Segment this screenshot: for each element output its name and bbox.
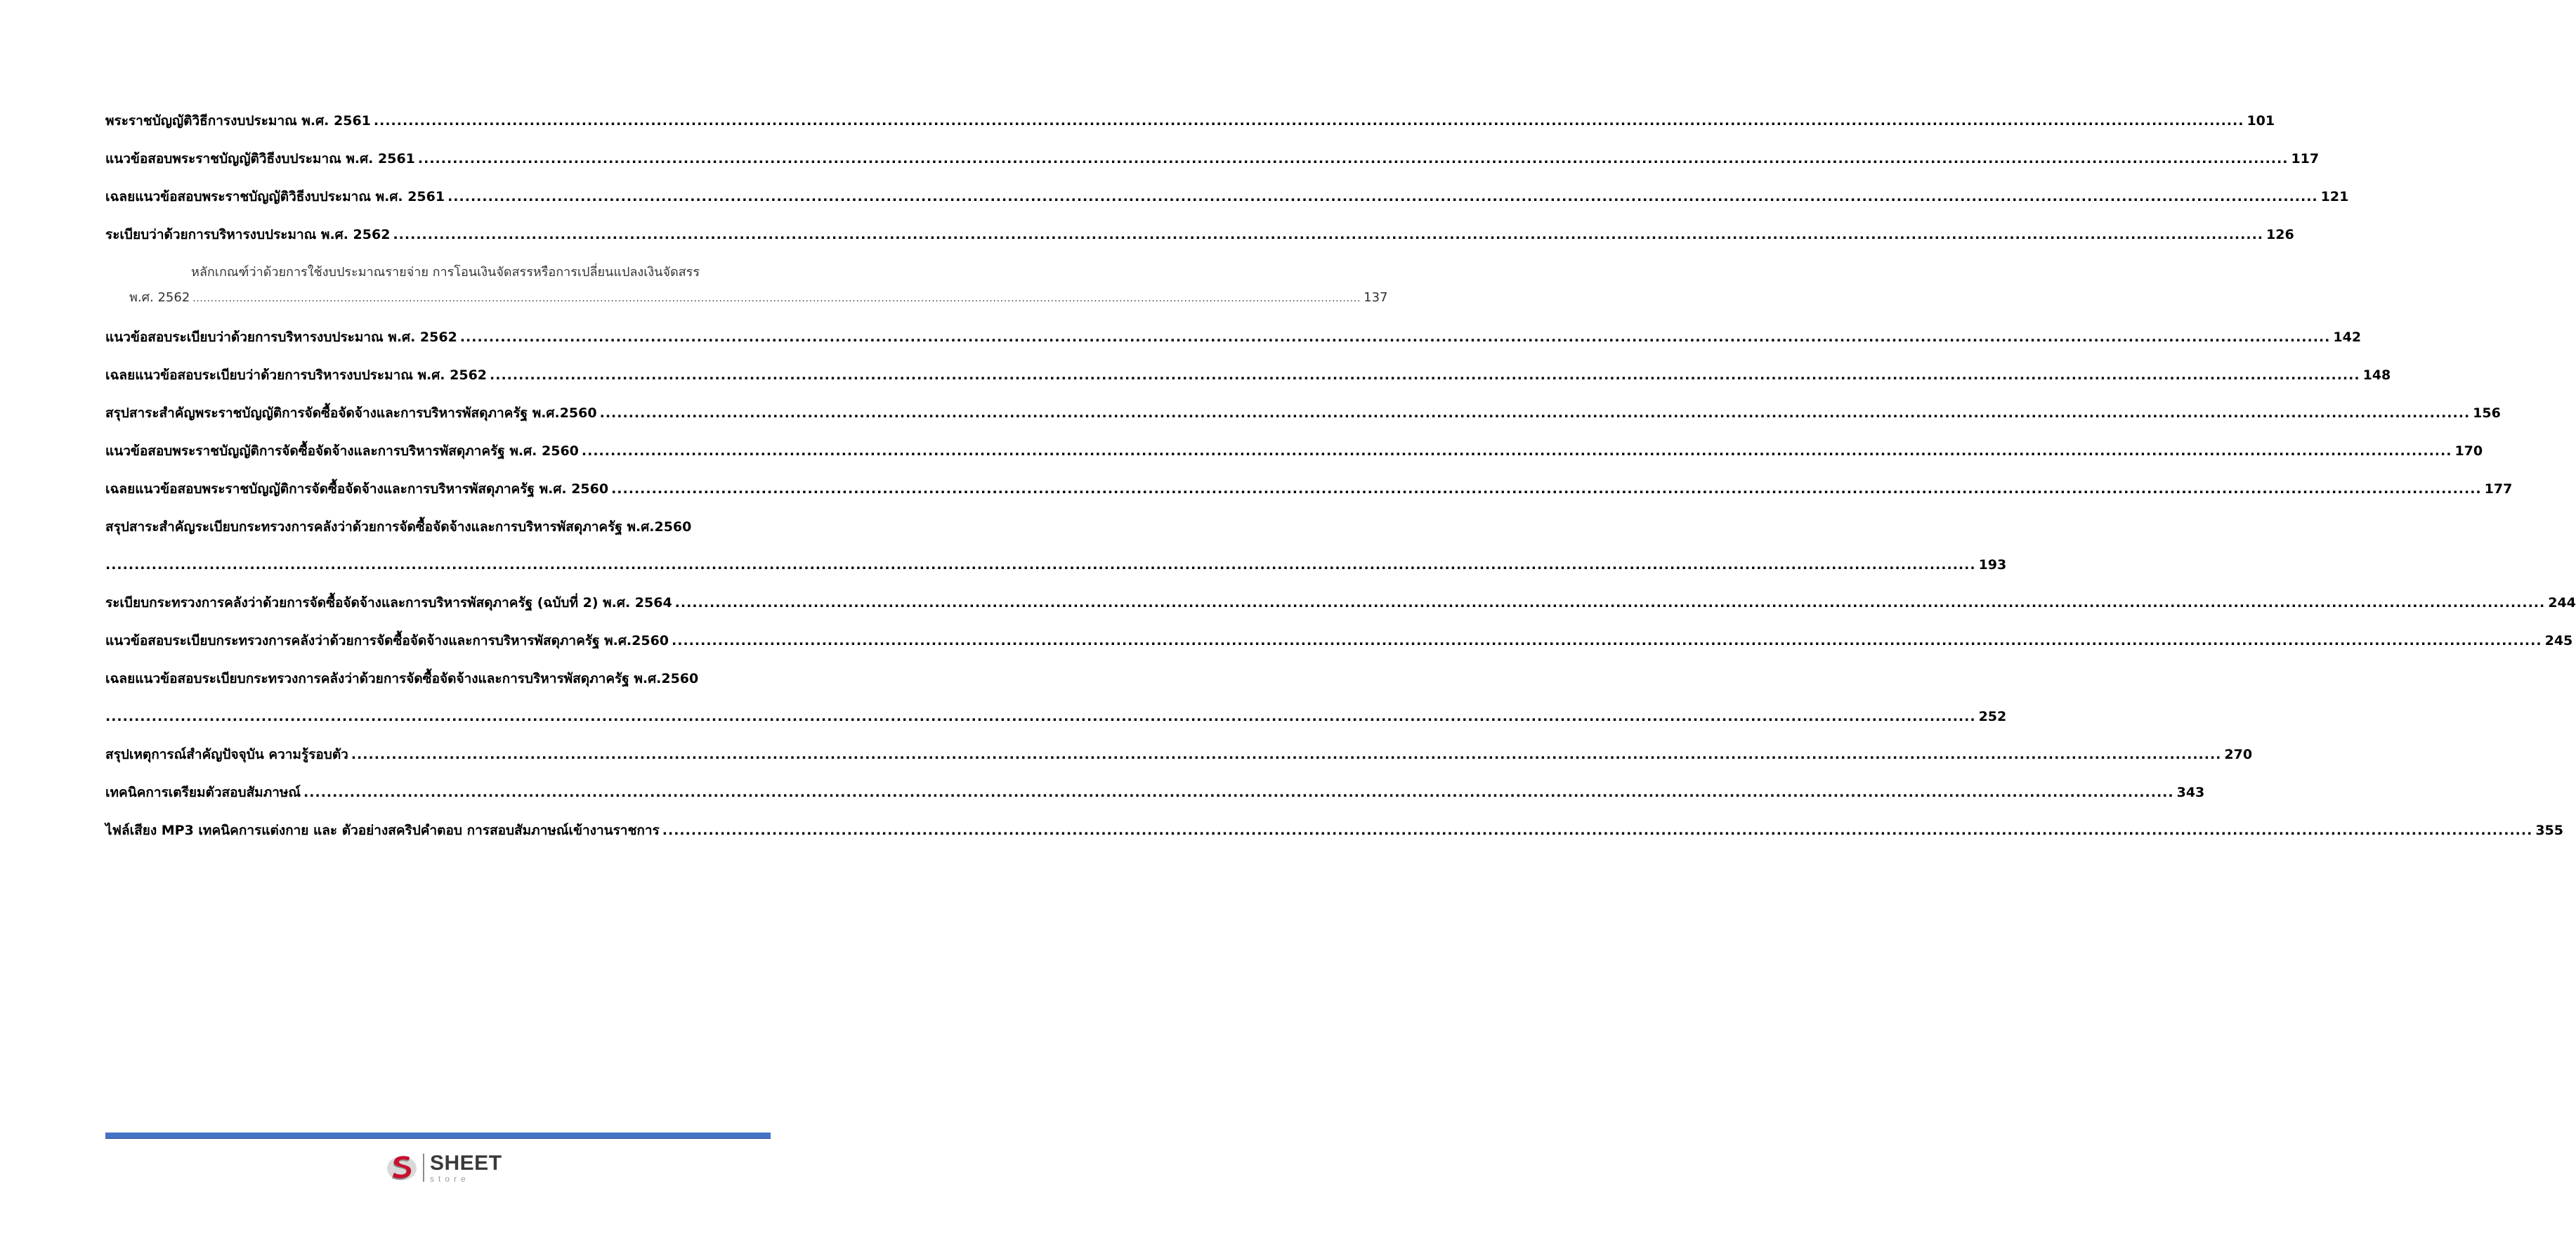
toc-leader-dots (460, 325, 2331, 350)
toc-entry-page: 101 (2247, 113, 2275, 129)
toc-entry-title: สรุปสาระสำคัญระเบียบกระทรวงการคลังว่าด้วยการจัดซื้อจัดจ้างและการบริหารพัสดุภาครัฐ พ.ศ.2560 (105, 519, 692, 535)
toc-leader-dots (675, 590, 2546, 615)
toc-entry-title: ระเบียบว่าด้วยการบริหารงบประมาณ พ.ศ. 2562 (105, 227, 391, 242)
toc-entry-title: หลักเกณฑ์ว่าด้วยการใช้งบประมาณรายจ่าย การโอนเงินจัดสรรหรือการเปลี่ยนแปลงเงินจัดสรร (191, 265, 700, 280)
toc-entry-page: 177 (2484, 481, 2513, 497)
toc-entry[interactable] (105, 325, 2362, 350)
toc-leader-dots (105, 704, 1976, 729)
toc-entry-page: 270 (2224, 747, 2253, 762)
toc-entry-title: สรุปเหตุการณ์สำคัญปัจจุบัน ความรู้รอบตัว (105, 747, 348, 762)
toc-entry[interactable] (105, 184, 2349, 209)
toc-leader-dots (192, 285, 1361, 312)
toc-entry[interactable] (105, 438, 2483, 464)
toc-leader-dots (393, 222, 2263, 247)
toc-entry[interactable] (105, 108, 2275, 133)
toc-entry-page: 142 (2333, 330, 2362, 345)
toc-entry[interactable] (105, 476, 2513, 502)
sheet-store-logo-icon (385, 1151, 419, 1185)
toc-leader-dots (662, 818, 2533, 843)
toc-leader-dots (374, 108, 2244, 133)
toc-entry[interactable] (105, 363, 2391, 388)
footer-logo (385, 1149, 502, 1186)
toc-entry[interactable] (105, 590, 2576, 615)
toc-entry[interactable] (105, 666, 2007, 729)
toc-entry-page: 156 (2473, 405, 2501, 421)
toc-entry-title: เฉลยแนวข้อสอบพระราชบัญญัติวิธีงบประมาณ พ.ศ. 2561 (105, 189, 445, 204)
toc-entry-title: แนวข้อสอบพระราชบัญญัติวิธีงบประมาณ พ.ศ. 2561 (105, 151, 415, 167)
toc-entry[interactable] (105, 628, 2573, 653)
toc-entry-page: 121 (2320, 189, 2349, 204)
toc-entry-title: เฉลยแนวข้อสอบพระราชบัญญัติการจัดซื้อจัดจ้างและการบริหารพัสดุภาครัฐ พ.ศ. 2560 (105, 481, 609, 497)
toc-entry-page: 252 (1978, 709, 2007, 724)
toc-leader-dots (672, 628, 2542, 653)
toc-leader-dots (418, 146, 2289, 171)
toc-entry-page: 244 (2548, 595, 2576, 611)
toc-entry-page: 343 (2176, 785, 2205, 800)
toc-entry-title: ไฟล์เสียง MP3 เทคนิคการแต่งกาย และ ตัวอย่างสคริปคำตอบ การสอบสัมภาษณ์เข้างานราชการ (105, 823, 660, 838)
footer-rule (105, 1133, 771, 1139)
toc-entry[interactable] (105, 514, 2007, 578)
toc-entry-page: 245 (2544, 633, 2573, 648)
toc-leader-dots (447, 184, 2318, 209)
toc-entry-title: เฉลยแนวข้อสอบระเบียบกระทรวงการคลังว่าด้วยการจัดซื้อจัดจ้างและการบริหารพัสดุภาครัฐ พ.ศ.2560 (105, 671, 699, 686)
logo-text (430, 1153, 502, 1183)
toc-entry[interactable] (105, 222, 2294, 247)
toc-leader-dots (351, 742, 2222, 767)
toc-subentry[interactable] (105, 260, 1388, 311)
toc-leader-dots (600, 400, 2471, 426)
toc-entry-page: 170 (2454, 443, 2483, 459)
logo-divider (423, 1154, 424, 1182)
toc-entry-title: แนวข้อสอบพระราชบัญญัติการจัดซื้อจัดจ้างและการบริหารพัสดุภาครัฐ พ.ศ. 2560 (105, 443, 579, 459)
toc-leader-dots (303, 780, 2174, 805)
toc-leader-dots (611, 476, 2482, 502)
toc-entry[interactable] (105, 146, 2320, 171)
toc-entry-title: แนวข้อสอบระเบียบว่าด้วยการบริหารงบประมาณ พ.ศ. 2562 (105, 330, 457, 345)
toc-entry-page: 355 (2535, 823, 2563, 838)
toc-entry-page: 117 (2291, 151, 2320, 167)
toc-entry-page: 137 (1364, 290, 1388, 305)
toc-entry-title-continued: พ.ศ. 2562 (129, 290, 190, 305)
toc-entry-title: ระเบียบกระทรวงการคลังว่าด้วยการจัดซื้อจัดจ้างและการบริหารพัสดุภาครัฐ (ฉบับที่ 2) พ.ศ. 2564 (105, 595, 672, 611)
toc-entry-title: สรุปสาระสำคัญพระราชบัญญัติการจัดซื้อจัดจ้างและการบริหารพัสดุภาครัฐ พ.ศ.2560 (105, 405, 597, 421)
toc-leader-dots (490, 363, 2360, 388)
toc-entry-page: 193 (1978, 557, 2007, 573)
toc-entry-page: 148 (2362, 367, 2391, 383)
toc-leader-dots (105, 552, 1976, 578)
toc-entry[interactable] (105, 400, 2501, 426)
toc-entry-title: เฉลยแนวข้อสอบระเบียบว่าด้วยการบริหารงบประมาณ พ.ศ. 2562 (105, 367, 488, 383)
toc-leader-dots (582, 438, 2452, 464)
logo-brand: SHEET (430, 1151, 502, 1175)
toc-entry-title: แนวข้อสอบระเบียบกระทรวงการคลังว่าด้วยการจัดซื้อจัดจ้างและการบริหารพัสดุภาครัฐ พ.ศ.2560 (105, 633, 669, 648)
toc-entry-title: พระราชบัญญัติวิธีการงบประมาณ พ.ศ. 2561 (105, 113, 371, 129)
toc-entry[interactable] (105, 780, 2205, 805)
logo-brand-sub: store (430, 1173, 470, 1184)
toc-entry[interactable] (105, 742, 2253, 767)
toc-entry[interactable] (105, 818, 2563, 843)
toc-entry-page: 126 (2266, 227, 2294, 242)
toc-entry-title: เทคนิคการเตรียมตัวสอบสัมภาษณ์ (105, 785, 301, 800)
